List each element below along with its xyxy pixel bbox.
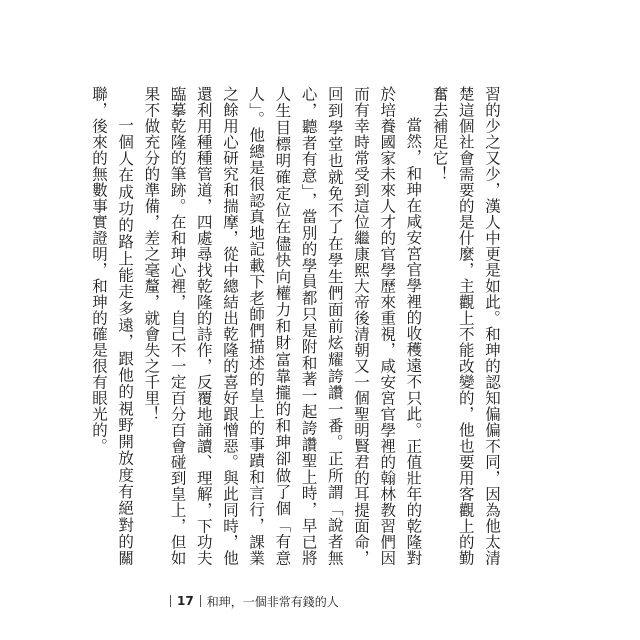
- running-title: 和珅，一個非常有錢的人: [206, 594, 339, 609]
- page-number: 17: [177, 594, 194, 608]
- paragraph-1: 習的少之又少，漢人中更是如此。和珅的認知偏偏不同，因為他太清楚這個社會需要的是什麼，主觀上不能改變的，他也要用客觀上的勤奮去補足它！: [430, 86, 501, 566]
- paragraph-3: 一個人在成功的路上能走多遠，跟他的視野開放度有絕對的關聯，後來的無數事實證明，和珅的確是很有眼光的。: [89, 86, 135, 566]
- page-footer: [164, 592, 339, 610]
- body-text: [89, 86, 505, 566]
- footer-divider: [200, 595, 201, 607]
- paragraph-2: 當然，和珅在咸安宮官學裡的收穫遠不只此。正值壯年的乾隆對於培養國家未來人才的官學歷來重視，咸安宮官學裡的翰林教習們因而有幸時常受到這位繼康熙大帝後清朝又一個聖明賢君的耳提面命，回到學堂也就免不了在學生們面前炫耀誇讚一番。正所謂「說者無心，聽者有意」，當別的學員都只是附和著一起誇讚聖上時，早已將人生目標明確定位在儘快向權力和財富靠攏的和珅卻做了個「有意人」。他總是很認真地記載下老師們描述的皇上的事蹟和言行，課業之餘用心研究和揣摩，從中總結出乾隆的喜好跟憎惡。與此同時，他還利用種種管道，四處尋找乾隆的詩作，反覆地誦讀、理解，下功夫臨摹乾隆的筆跡。在和珅心裡，自己不一定百分百會碰到皇上，但如果不做充分的準備，差之毫釐，就會失之千里！: [142, 86, 423, 566]
- footer-divider-left: [170, 595, 171, 607]
